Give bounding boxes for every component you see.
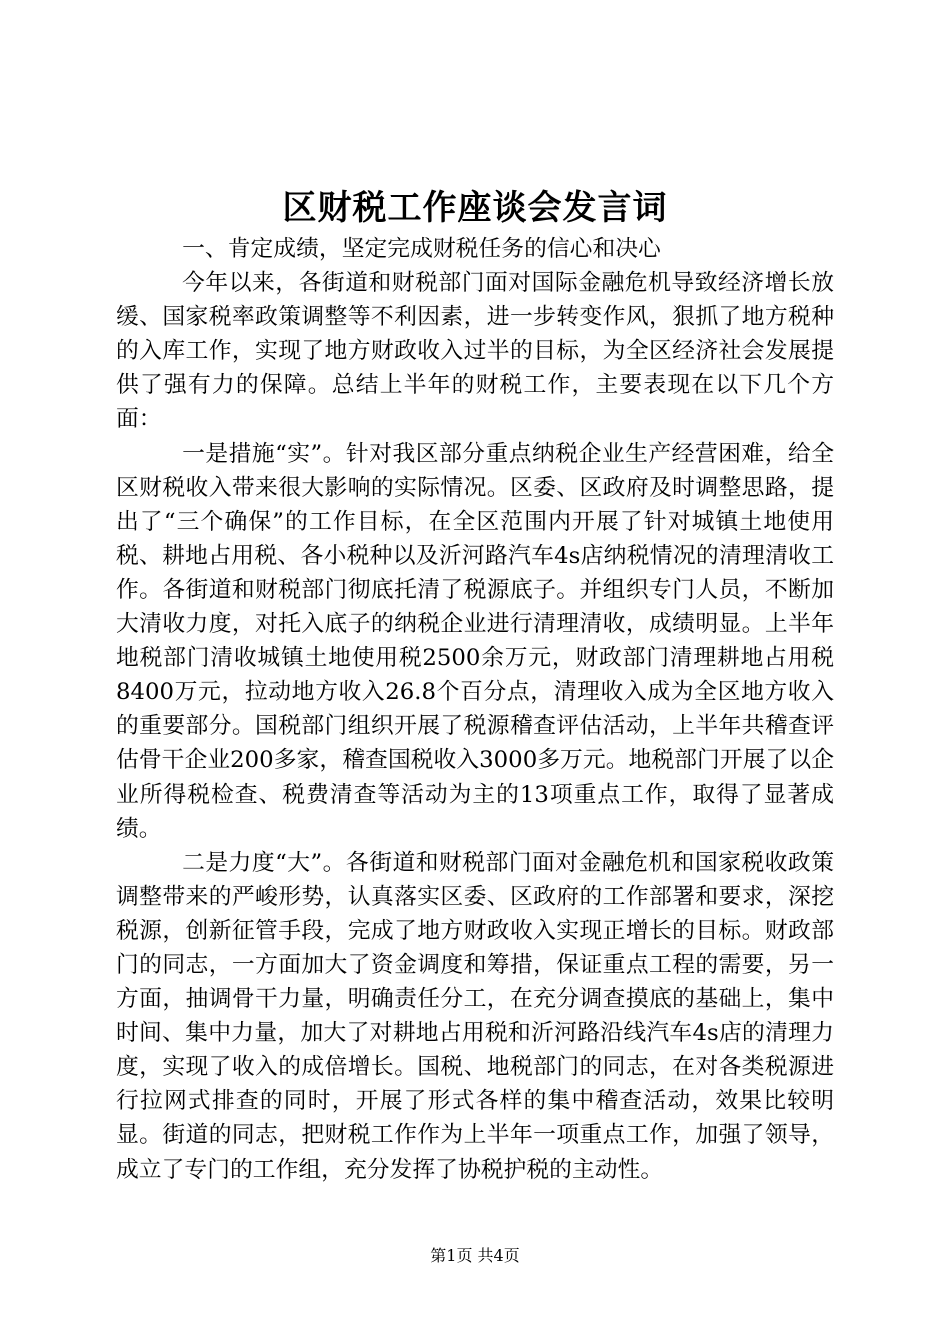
section-heading: 一、肯定成绩，坚定完成财税任务的信心和决心 [182, 236, 661, 262]
page-number-footer: 第1页 共4页 [430, 1246, 520, 1265]
paragraph-strength: 二是力度“大”。各街道和财税部门面对金融危机和国家税收政策调整带来的严峻形势，认真落实区委、区政府的工作部署和要求，深挖税源，创新征管手段，完成了地方财政收入实现正增长的目标。财政部门的同志，一方面加大了资金调度和筹措，保证重点工程的需要，另一方面，抽调骨干力量，明确责任分工，在充分调查摸底的基础上，集中时间、集中力量，加大了对耕地占用税和沂河路沿线汽车4s店的清理力度，实现了收入的成倍增长。国税、地税部门的同志，在对各类税源进行拉网式排查的同时，开展了形式各样的集中稽查活动，效果比较明显。街道的同志，把财税工作作为上半年一项重点工作，加强了领导，成立了专门的工作组，充分发挥了协税护税的主动性。 [116, 849, 834, 1183]
paragraph-measures: 一是措施“实”。针对我区部分重点纳税企业生产经营困难，给全区财税收入带来很大影响的实际情况。区委、区政府及时调整思路，提出了“三个确保”的工作目标，在全区范围内开展了针对城镇土地使用税、耕地占用税、各小税种以及沂河路汽车4s店纳税情况的清理清收工作。各街道和财税部门彻底托清了税源底子。并组织专门人员，不断加大清收力度，对托入底子的纳税企业进行清理清收，成绩明显。上半年地税部门清收城镇土地使用税2500余万元，财政部门清理耕地占用税8400万元，拉动地方收入26.8个百分点，清理收入成为全区地方收入的重要部分。国税部门组织开展了税源稽查评估活动，上半年共稽查评估骨干企业200多家，稽查国税收入3000多万元。地税部门开展了以企业所得税检查、税费清查等活动为主的13项重点工作，取得了显著成绩。 [116, 440, 834, 842]
paragraph-intro: 今年以来，各街道和财税部门面对国际金融危机导致经济增长放缓、国家税率政策调整等不利因素，进一步转变作风，狠抓了地方税种的入库工作，实现了地方财政收入过半的目标，为全区经济社会发展提供了强有力的保障。总结上半年的财税工作，主要表现在以下几个方面： [116, 270, 834, 433]
document-body [116, 232, 834, 1187]
document-title: 区财税工作座谈会发言词 [282, 188, 668, 228]
